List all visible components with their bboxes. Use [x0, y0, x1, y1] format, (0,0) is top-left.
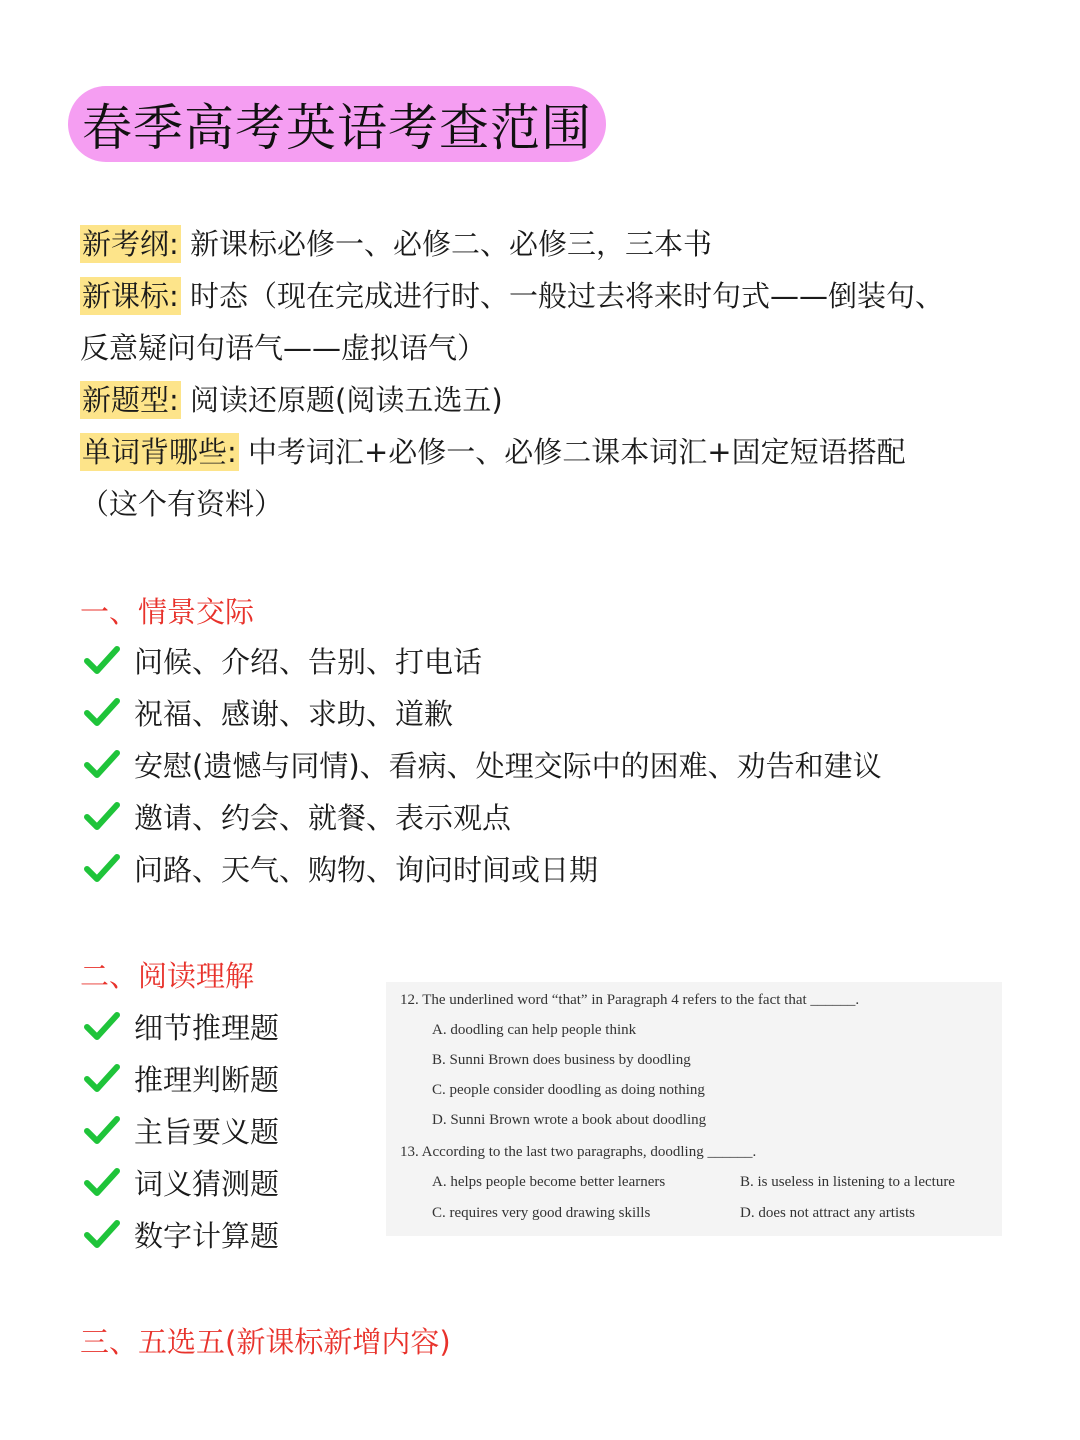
intro-text: 阅读还原题(阅读五选五) — [190, 383, 503, 417]
list-item-text: 问路、天气、购物、询问时间或日期 — [134, 852, 599, 887]
list-item — [82, 634, 882, 686]
list-item — [82, 1156, 279, 1208]
section-title-1: 一、情景交际 — [80, 595, 255, 629]
intro-line — [80, 218, 960, 270]
check-icon — [82, 692, 122, 732]
check-icon — [82, 640, 122, 680]
section1-list — [82, 634, 882, 894]
intro-line — [80, 426, 960, 530]
question-12-option-b: B. Sunni Brown does business by doodling — [432, 1052, 691, 1068]
intro-text: 时态（现在完成进行时、一般过去将来时句式——倒装句、反意疑问句语气——虚拟语气） — [80, 279, 945, 365]
question-12-option-c: C. people consider doodling as doing nothing — [432, 1082, 705, 1098]
check-icon — [82, 1058, 122, 1098]
question-13-option-d: D. does not attract any artists — [740, 1205, 915, 1221]
intro-key: 单词背哪些: — [82, 435, 237, 469]
title-highlight — [68, 86, 606, 162]
section2-list — [82, 1000, 279, 1260]
question-12: 12. The underlined word “that” in Paragraph 4 refers to the fact that ______. — [400, 992, 860, 1008]
question-13-option-a: A. helps people become better learners — [432, 1174, 666, 1190]
question-13: 13. According to the last two paragraphs, doodling ______. — [400, 1144, 757, 1160]
list-item — [82, 1104, 279, 1156]
list-item-text: 安慰(遗憾与同情)、看病、处理交际中的困难、劝告和建议 — [134, 748, 882, 783]
check-icon — [82, 1006, 122, 1046]
list-item — [82, 1000, 279, 1052]
intro-key: 新题型: — [82, 383, 179, 417]
list-item — [82, 790, 882, 842]
list-item-text: 数字计算题 — [134, 1218, 280, 1253]
exam-question-image — [386, 982, 1002, 1236]
list-item — [82, 842, 882, 894]
check-icon — [82, 1162, 122, 1202]
check-icon — [82, 848, 122, 888]
list-item-text: 主旨要义题 — [134, 1114, 280, 1149]
list-item-text: 问候、介绍、告别、打电话 — [134, 644, 483, 679]
section-title-3: 三、五选五(新课标新增内容) — [80, 1325, 451, 1359]
check-icon — [82, 1110, 122, 1150]
intro-text: 中考词汇+必修一、必修二课本词汇+固定短语搭配（这个有资料） — [80, 435, 906, 521]
intro-text: 新课标必修一、必修二、必修三，三本书 — [190, 227, 713, 261]
check-icon — [82, 744, 122, 784]
check-icon — [82, 796, 122, 836]
list-item-text: 邀请、约会、就餐、表示观点 — [134, 800, 512, 835]
question-13-option-c: C. requires very good drawing skills — [432, 1205, 651, 1221]
intro-block — [80, 218, 960, 530]
list-item-text: 推理判断题 — [134, 1062, 280, 1097]
list-item — [82, 686, 882, 738]
section-title-2: 二、阅读理解 — [80, 959, 255, 993]
check-icon — [82, 1214, 122, 1254]
intro-line — [80, 270, 960, 374]
page-title: 春季高考英语考查范围 — [82, 99, 592, 157]
intro-key: 新课标: — [82, 279, 179, 313]
list-item — [82, 1208, 279, 1260]
question-12-option-a: A. doodling can help people think — [432, 1022, 637, 1038]
question-13-option-b: B. is useless in listening to a lecture — [740, 1174, 955, 1190]
question-12-option-d: D. Sunni Brown wrote a book about doodling — [432, 1112, 707, 1128]
list-item — [82, 1052, 279, 1104]
list-item-text: 细节推理题 — [134, 1010, 280, 1045]
intro-key: 新考纲: — [82, 227, 179, 261]
list-item — [82, 738, 882, 790]
list-item-text: 祝福、感谢、求助、道歉 — [134, 696, 454, 731]
intro-line — [80, 374, 960, 426]
list-item-text: 词义猜测题 — [134, 1166, 280, 1201]
